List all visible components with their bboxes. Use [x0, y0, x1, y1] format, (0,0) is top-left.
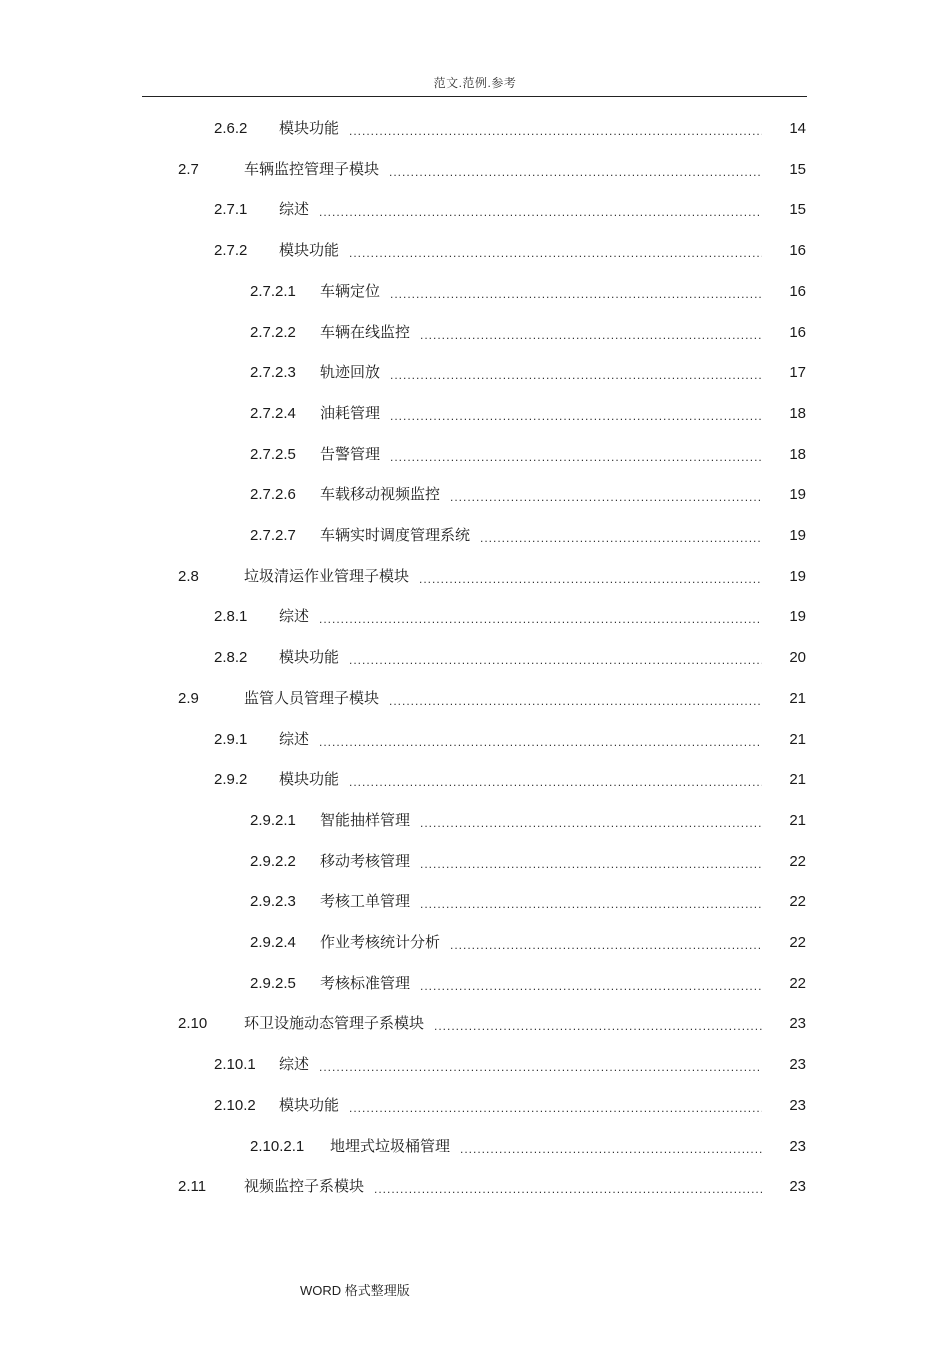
toc-entry-title: 综述 — [279, 730, 310, 748]
toc-entry-number: 2.7.1 — [214, 201, 248, 219]
toc-entry-page: 21 — [789, 730, 806, 748]
toc-entry-page: 19 — [789, 527, 806, 544]
toc-entry-number: 2.9.2.2 — [250, 852, 296, 870]
toc-leader-dots — [420, 323, 762, 343]
toc-entry-title: 移动考核管理 — [320, 852, 411, 870]
toc-entry-number: 2.7.2.3 — [250, 364, 296, 382]
toc-entry-page: 20 — [789, 649, 806, 667]
toc-entry-number: 2.10.1 — [214, 1056, 256, 1074]
toc-entry[interactable] — [250, 404, 806, 424]
toc-entry-page: 18 — [789, 404, 806, 422]
toc-entry-title: 智能抽样管理 — [320, 811, 411, 829]
toc-entry-number: 2.9.2.5 — [250, 974, 296, 992]
toc-entry-number: 2.7.2 — [214, 242, 248, 260]
toc-entry[interactable] — [214, 770, 806, 790]
toc-leader-dots — [319, 730, 762, 750]
toc-entry-page: 23 — [789, 1178, 806, 1196]
toc-entry-page: 16 — [789, 282, 806, 300]
toc-entry-number: 2.7.2.4 — [250, 404, 296, 422]
toc-entry[interactable] — [250, 974, 806, 994]
toc-leader-dots — [420, 892, 762, 912]
toc-entry-title: 综述 — [279, 1056, 310, 1074]
toc-entry-title: 模块功能 — [279, 771, 340, 789]
toc-entry[interactable] — [250, 892, 806, 912]
toc-entry[interactable] — [178, 1014, 806, 1034]
toc-leader-dots — [319, 200, 762, 220]
toc-entry[interactable] — [178, 567, 806, 587]
toc-entry-page: 23 — [789, 1096, 806, 1114]
toc-entry-number: 2.9.1 — [214, 730, 248, 748]
toc-entry[interactable] — [214, 730, 806, 750]
toc-entry-page: 19 — [789, 608, 806, 626]
toc-leader-dots — [460, 1137, 762, 1157]
toc-entry-title: 作业考核统计分析 — [320, 934, 441, 951]
toc-entry[interactable] — [214, 200, 806, 220]
toc-entry-page: 19 — [789, 567, 806, 585]
toc-entry-title: 车辆在线监控 — [320, 323, 411, 341]
toc-leader-dots — [434, 1014, 762, 1034]
toc-entry-title: 环卫设施动态管理子系模块 — [244, 1015, 425, 1033]
toc-leader-dots — [420, 811, 762, 831]
toc-entry-page: 21 — [789, 689, 806, 707]
toc-entry-title: 地埋式垃圾桶管理 — [330, 1137, 451, 1155]
toc-entry-title: 监管人员管理子模块 — [244, 689, 380, 707]
page-header: 范文.范例.参考 — [433, 76, 517, 90]
toc-leader-dots — [390, 445, 762, 465]
toc-entry[interactable] — [250, 852, 806, 872]
toc-entry-number: 2.10.2 — [214, 1096, 256, 1114]
toc-entry-page: 23 — [789, 1137, 806, 1155]
toc-entry-number: 2.8.2 — [214, 649, 248, 667]
toc-entry-number: 2.9.2.3 — [250, 893, 296, 911]
toc-entry-page: 22 — [789, 934, 806, 951]
toc-entry-number: 2.7.2.7 — [250, 527, 296, 544]
toc-entry[interactable] — [250, 363, 806, 383]
toc-entry-number: 2.9.2.1 — [250, 811, 296, 829]
toc-entry-number: 2.7.2.2 — [250, 323, 296, 341]
toc-leader-dots — [390, 363, 762, 383]
toc-entry-number: 2.10.2.1 — [250, 1137, 305, 1155]
toc-entry-number: 2.6.2 — [214, 120, 248, 137]
toc-leader-dots — [450, 485, 762, 505]
toc-entry[interactable] — [250, 323, 806, 343]
toc-leader-dots — [389, 689, 762, 709]
toc-entry[interactable] — [214, 648, 806, 668]
toc-leader-dots — [349, 241, 762, 261]
toc-leader-dots — [450, 933, 762, 953]
toc-entry-title: 模块功能 — [279, 1096, 340, 1114]
toc-leader-dots — [480, 526, 762, 546]
toc-entry[interactable] — [250, 811, 806, 831]
toc-entry[interactable] — [178, 1177, 806, 1197]
toc-entry-page: 17 — [789, 364, 806, 382]
toc-entry-page: 22 — [789, 893, 806, 911]
toc-leader-dots — [349, 648, 762, 668]
toc-leader-dots — [419, 567, 762, 587]
toc-entry[interactable] — [214, 1055, 806, 1075]
toc-entry-title: 油耗管理 — [320, 404, 381, 422]
toc-entry-page: 16 — [789, 323, 806, 341]
toc-entry[interactable] — [250, 282, 806, 302]
toc-leader-dots — [390, 282, 762, 302]
toc-entry[interactable] — [214, 119, 806, 139]
toc-entry[interactable] — [250, 485, 806, 505]
toc-entry[interactable] — [250, 526, 806, 546]
toc-entry-page: 19 — [789, 486, 806, 504]
toc-entry-title: 考核标准管理 — [320, 974, 411, 992]
toc-entry-page: 21 — [789, 811, 806, 829]
toc-entry-title: 模块功能 — [279, 120, 340, 137]
toc-entry-page: 23 — [789, 1056, 806, 1074]
toc-entry-title: 模块功能 — [279, 242, 340, 260]
toc-entry-title: 综述 — [279, 608, 310, 626]
toc-leader-dots — [319, 607, 762, 627]
page-footer: WORD 格式整理版 — [300, 1283, 410, 1298]
toc-entry-number: 2.9 — [178, 689, 199, 707]
toc-entry[interactable] — [250, 933, 806, 953]
toc-entry-page: 23 — [789, 1015, 806, 1033]
toc-leader-dots — [374, 1177, 762, 1197]
toc-entry[interactable] — [250, 445, 806, 465]
toc-entry-number: 2.9.2.4 — [250, 934, 296, 951]
toc-entry-title: 考核工单管理 — [320, 893, 411, 911]
toc-entry-number: 2.7.2.6 — [250, 486, 296, 504]
header-divider — [142, 96, 807, 97]
toc-entry-number: 2.9.2 — [214, 771, 248, 789]
toc-entry[interactable] — [214, 241, 806, 261]
toc-entry-page: 16 — [789, 242, 806, 260]
toc-entry-title: 告警管理 — [320, 445, 381, 463]
toc-entry-number: 2.8.1 — [214, 608, 248, 626]
toc-leader-dots — [390, 404, 762, 424]
toc-leader-dots — [319, 1055, 762, 1075]
toc-entry-title: 车辆监控管理子模块 — [244, 160, 380, 178]
toc-entry-title: 车辆实时调度管理系统 — [320, 527, 471, 544]
toc-entry-number: 2.7 — [178, 160, 199, 178]
toc-leader-dots — [389, 160, 762, 180]
toc-entry-number: 2.8 — [178, 567, 199, 585]
toc-entry-title: 垃圾清运作业管理子模块 — [244, 567, 410, 585]
toc-entry[interactable] — [178, 160, 806, 180]
toc-leader-dots — [349, 119, 762, 139]
toc-entry-number: 2.10 — [178, 1015, 208, 1033]
toc-entry-page: 14 — [789, 120, 806, 137]
toc-entry[interactable] — [214, 607, 806, 627]
toc-entry-title: 综述 — [279, 201, 310, 219]
toc-entry-title: 轨迹回放 — [320, 364, 381, 382]
toc-leader-dots — [349, 1096, 762, 1116]
toc-entry-page: 15 — [789, 160, 806, 178]
toc-entry-number: 2.11 — [178, 1178, 207, 1196]
toc-entry-title: 模块功能 — [279, 649, 340, 667]
toc-entry-page: 22 — [789, 974, 806, 992]
toc-entry-number: 2.7.2.1 — [250, 282, 296, 300]
toc-leader-dots — [349, 770, 762, 790]
toc-entry-title: 视频监控子系模块 — [244, 1178, 365, 1196]
toc-entry-page: 22 — [789, 852, 806, 870]
toc-entry-number: 2.7.2.5 — [250, 445, 296, 463]
toc-entry-page: 18 — [789, 445, 806, 463]
toc-entry[interactable] — [250, 1137, 806, 1157]
toc-entry[interactable] — [214, 1096, 806, 1116]
toc-entry-title: 车载移动视频监控 — [320, 486, 441, 504]
toc-entry-page: 21 — [789, 771, 806, 789]
toc-leader-dots — [420, 974, 762, 994]
toc-entry-page: 15 — [789, 201, 806, 219]
toc-entry[interactable] — [178, 689, 806, 709]
toc-leader-dots — [420, 852, 762, 872]
toc-entry-title: 车辆定位 — [320, 282, 381, 300]
